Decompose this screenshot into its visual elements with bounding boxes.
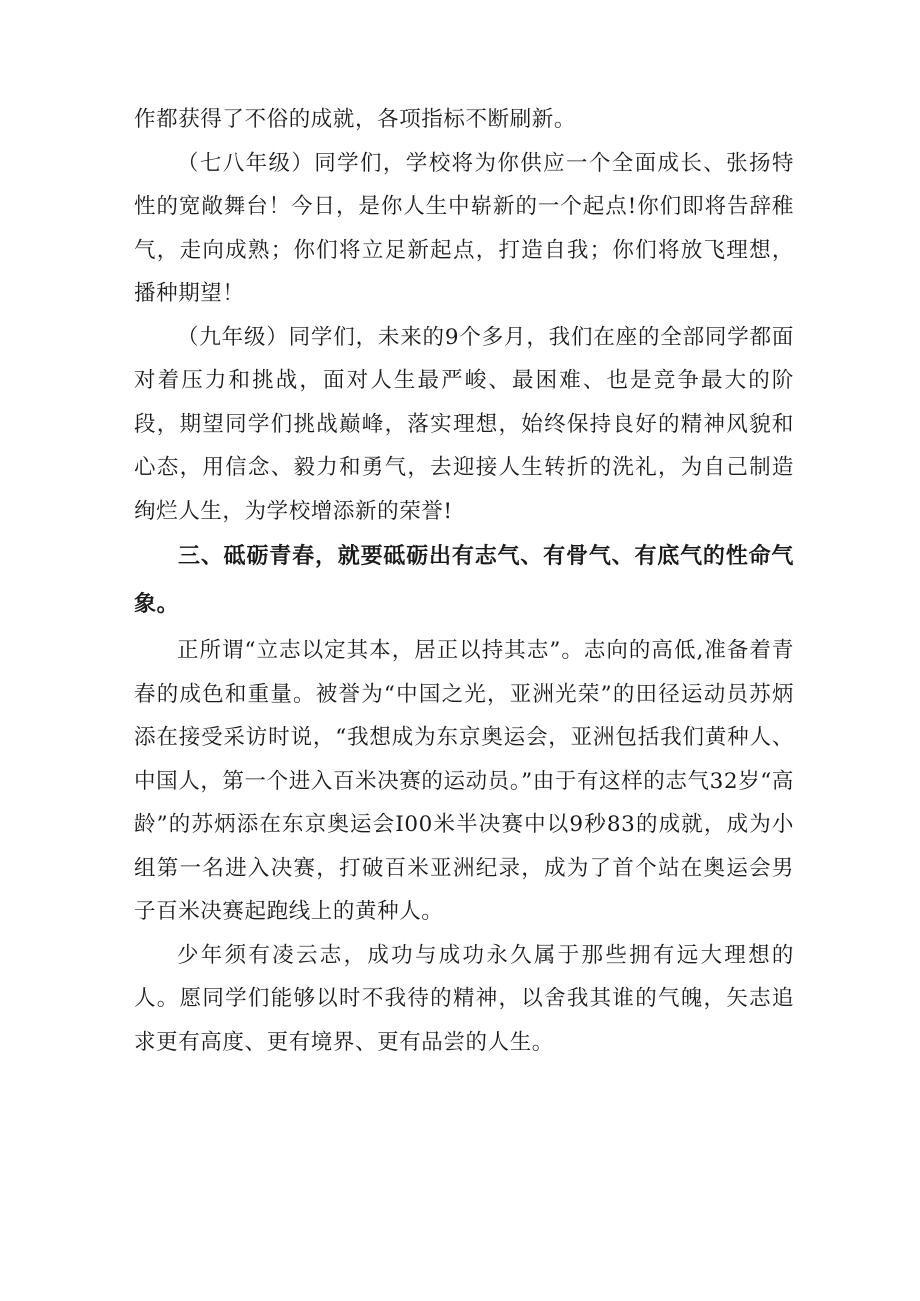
paragraph-grade-7-8: （七八年级）同学们，学校将为你供应一个全面成长、张扬特性的宽敞舞台！今日，是你人生中崭新的一个起点!你们即将告辞稚气，走向成熟；你们将立足新起点，打造自我；你们将放飞理想，播种期望！ bbox=[134, 150, 794, 306]
section-heading-three: 三、砥砺青春，就要砥砺出有志气、有骨气、有底气的性命气象。 bbox=[134, 544, 794, 617]
paragraph-ambition: 正所谓“立志以定其本，居正以持其志”。志向的高低,准备着青春的成色和重量。被誉为“中国之光，亚洲光荣”的田径运动员苏炳添在接受采访时说，“我想成为东京奥运会，亚洲包括我们黄种人、中国人，第一个进入百米决赛的运动员。”由于有这样的志气32岁“高龄”的苏炳添在东京奥运会I00米半决赛中以9秒83的成就，成为小组第一名进入决赛，打破百米亚洲纪录，成为了首个站在奥运会男子百米决赛起跑线上的黄种人。 bbox=[134, 638, 794, 924]
paragraph-grade-9: （九年级）同学们，未来的9个多月，我们在座的全部同学都面对着压力和挑战，面对人生最严峻、最困难、也是竞争最大的阶段，期望同学们挑战巅峰，落实理想，始终保持良好的精神风貌和心态，用信念、毅力和勇气，去迎接人生转折的洗礼，为自己制造绚烂人生，为学校增添新的荣誉! bbox=[134, 324, 794, 524]
paragraph-closing: 少年须有凌云志，成功与成功永久属于那些拥有远大理想的人。愿同学们能够以时不我待的精神，以舍我其谁的气魄，矢志追求更有高度、更有境界、更有品尝的人生。 bbox=[134, 942, 794, 1055]
paragraph-continuation: 作都获得了不俗的成就，各项指标不断刷新。 bbox=[134, 107, 577, 132]
document-body bbox=[134, 98, 794, 1064]
